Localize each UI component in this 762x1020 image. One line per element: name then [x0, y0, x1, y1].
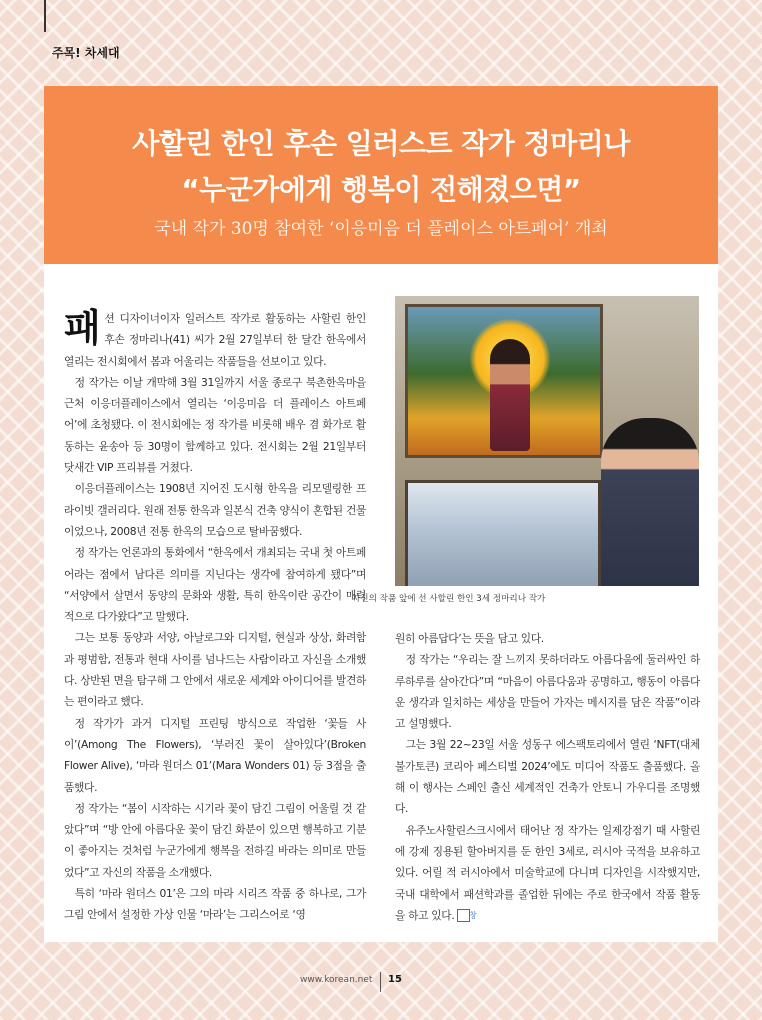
- painting-snow-village: [405, 480, 601, 586]
- side-marker-bar: [44, 0, 46, 32]
- section-label: 주목! 차세대: [52, 46, 120, 60]
- article-column-left: [64, 308, 366, 926]
- paragraph-text: 션 디자이너이자 일러스트 작가로 활동하는 사할린 한인 후손 정마리나(41) 씨가 2월 27일부터 한 달간 한옥에서 열리는 전시회에서 봄과 어울리는 작품들을 선보이고 있다.: [64, 312, 366, 368]
- headline-line-2: “누군가에게 행복이 전해졌으면”: [181, 173, 581, 206]
- article-paragraph: 정 작가가 과거 디지털 프린팅 방식으로 작업한 ‘꽃들 사이’(Among The Flowers), ‘부러진 꽃이 살아있다’(Broken Flower Alive), ‘마라 원더스 01’(Mara Wonders 01) 등 3점을 출품했다.: [64, 716, 366, 794]
- photo-caption: 자신의 작품 앞에 선 사할린 한인 3세 정마리나 작가: [352, 594, 546, 604]
- artist-figure: [601, 418, 699, 586]
- page-number: 15: [388, 974, 402, 985]
- artist-photo: [395, 296, 699, 586]
- article-paragraph: [395, 820, 700, 926]
- end-mark-icon: 창: [457, 909, 470, 922]
- footer-divider: [380, 972, 381, 992]
- article-paragraph: 정 작가는 언론과의 통화에서 “한옥에서 개최되는 국내 첫 아트페어라는 점에서 남다른 의미를 지닌다는 생각에 참여하게 됐다”며 “서양에서 살면서 동양의 문화와 생활, 특히 한옥이란 공간이 매력적으로 다가왔다”고 말했다.: [64, 546, 366, 624]
- article-paragraph: 그는 보통 동양과 서양, 아날로그와 디지털, 현실과 상상, 화려함과 평범함, 전통과 현대 사이를 넘나드는 사람이라고 자신을 소개했다. 상반된 면을 탐구해 그 안에서 새로운 세계와 아이디어를 발견하는 편이라고 했다.: [64, 631, 366, 709]
- article-paragraph: 정 작가는 “우리는 잘 느끼지 못하더라도 아름다움에 둘러싸인 하루하루를 살아간다”며 “마음이 아름다움과 공명하고, 행동이 아름다운 생각과 일치하는 세상을 만들어 가자는 메시지를 담은 작품”이라고 설명했다.: [395, 653, 700, 731]
- headline-line-1: 사할린 한인 후손 일러스트 작가 정마리나: [132, 127, 630, 160]
- footer-site: www.korean.net: [300, 975, 373, 985]
- painting-figure: [490, 339, 530, 451]
- article-paragraph: 정 작가는 “봄이 시작하는 시기라 꽃이 담긴 그림이 어울릴 것 같았다”며 “방 안에 아름다운 꽃이 담긴 화분이 있으면 행복하고 기분이 좋아지는 것처럼 누군가에게 행복을 전하길 바라는 의미로 만들었다”고 자신의 작품을 소개했다.: [64, 801, 366, 879]
- article-paragraph: [64, 308, 366, 372]
- article-column-right: [395, 628, 700, 926]
- article-paragraph: 정 작가는 이날 개막해 3월 31일까지 서울 종로구 북촌한옥마을 근처 이응더플레이스에서 열리는 ‘이응미음 더 플레이스 아트페어’에 초청됐다. 이 전시회에는 정 작가를 비롯해 배우 겸 화가로 활동하는 윤송아 등 30명이 함께하고 있다. 전시회는 2월 21일부터 닷새간 VIP 프리뷰를 거쳤다.: [64, 375, 366, 475]
- article-paragraph: 그는 3월 22~23일 서울 성동구 에스팩토리에서 열린 ‘NFT(대체불가토큰) 코리아 페스티벌 2024’에도 미디어 작품도 출품했다. 올해 이 행사는 스페인 출신 세계적인 건축가 안토니 가우디를 조명했다.: [395, 738, 700, 816]
- paragraph-text: 유주노사할린스크시에서 태어난 정 작가는 일제강점기 때 사할린에 강제 징용된 할아버지를 둔 한인 3세로, 러시아 국적을 보유하고 있다. 어릴 적 러시아에서 미술학교에 다니며 디자인을 시작했지만, 국내 대학에서 패션학과를 졸업한 뒤에는 주로 한국에서 작품 활동을 하고 있다.: [395, 823, 700, 922]
- painting-woman-flowers: [405, 304, 603, 458]
- article-body: [44, 264, 718, 942]
- drop-cap: 패: [64, 306, 101, 350]
- headline-subtitle: 국내 작가 30명 참여한 ‘이응미음 더 플레이스 아트페어’ 개최: [154, 219, 608, 239]
- article-paragraph: 원히 아름답다’는 뜻을 담고 있다.: [395, 632, 544, 645]
- headline-banner: [44, 86, 718, 264]
- article-paragraph: 특히 ‘마라 원더스 01’은 그의 마라 시리즈 작품 중 하나로, 그가 그림 안에서 설정한 가상 인물 ‘마라’는 그리스어로 ‘영: [64, 887, 366, 922]
- article-paragraph: 이응더플레이스는 1908년 지어진 도시형 한옥을 리모델링한 프라이빗 갤러리다. 원래 전통 한옥과 일본식 건축 양식이 혼합된 건물이었으나, 2008년 전통 한옥의 모습으로 탈바꿈했다.: [64, 482, 366, 538]
